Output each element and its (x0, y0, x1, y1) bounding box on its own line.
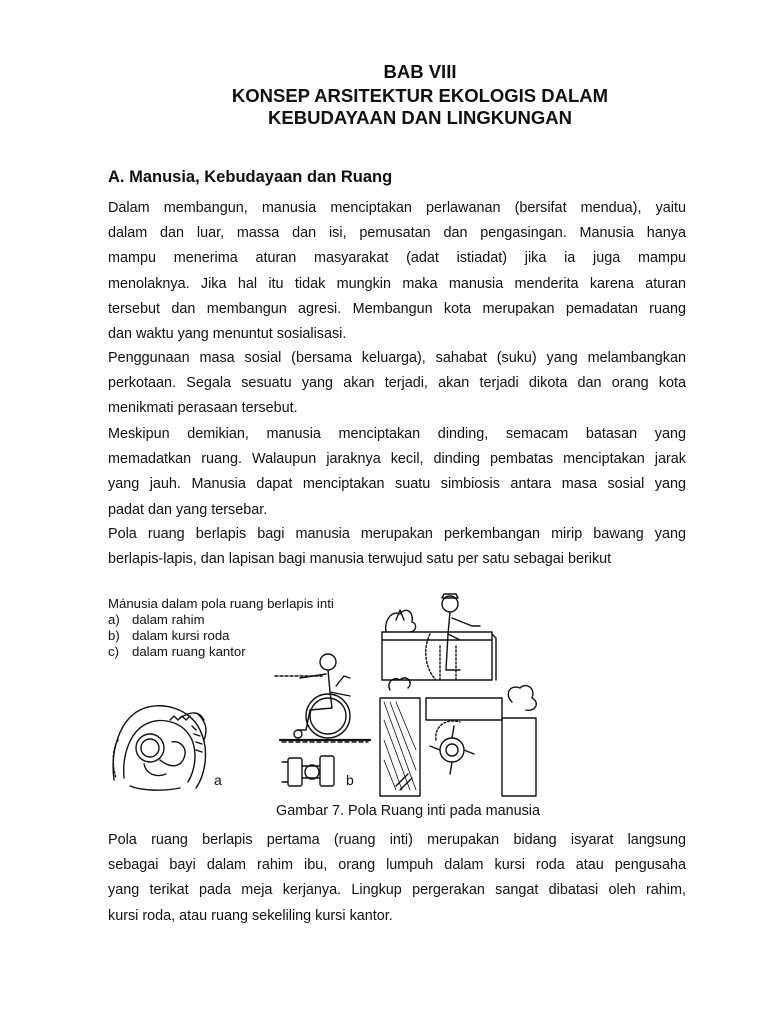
paragraph-line: menolaknya. Jika hal itu tidak mungkin maka manusia menderita karena aturan (108, 275, 686, 292)
paragraph-line: Dalam membangun, manusia menciptakan perlawanan (bersifat mendua), yaitu (108, 200, 686, 216)
wheelchair-drawing (275, 654, 370, 786)
legend-key: b) (108, 628, 120, 643)
figure-label-a: a (214, 772, 222, 788)
office-plan-drawing (380, 678, 536, 796)
legend-item (108, 612, 334, 628)
legend-item (108, 628, 334, 644)
paragraph-line: padat dan yang tersebar. (108, 501, 268, 518)
paragraph-line: Pola ruang berlapis pertama (ruang inti) merupakan bidang isyarat langsung (108, 832, 686, 848)
paragraph-line: kursi roda, atau ruang sekeliling kursi kantor. (108, 907, 393, 924)
paragraph-line: yang jauh. Manusia dapat menciptakan suatu simbiosis antara masa sosial yang (108, 476, 686, 493)
paragraph-5 (108, 828, 686, 929)
chapter-title-line-2: KEBUDAYAAN DAN LINGKUNGAN (268, 107, 572, 128)
figure-caption: Gambar 7. Pola Ruang inti pada manusia (276, 803, 540, 819)
legend-text: dalam rahim (132, 612, 205, 627)
paragraph-line: tersebut dan membangun agresi. Membangun kota merupakan pemadatan ruang (108, 300, 686, 317)
paragraph-4 (108, 522, 686, 572)
paragraph-line: memadatkan ruang. Walaupun jaraknya kecil, dinding pembatas menciptakan jarak (108, 451, 686, 468)
womb-drawing (113, 706, 206, 790)
paragraph-1 (108, 196, 686, 347)
legend-key: a) (108, 612, 120, 627)
paragraph-line: perkotaan. Segala sesuatu yang akan terjadi, akan terjadi dikota dan orang kota (108, 375, 686, 392)
legend-title: Mánusia dalam pola ruang berlapis inti (108, 596, 334, 611)
paragraph-2 (108, 346, 686, 422)
paragraph-line: menikmati perasaan tersebut. (108, 400, 298, 417)
paragraph-line: berlapis-lapis, dan lapisan bagi manusia terwujud satu per satu sebagai berikut (108, 551, 612, 568)
office-elevation-drawing (382, 594, 496, 680)
paragraph-3 (108, 422, 686, 523)
paragraph-line: Meskipun demikian, manusia menciptakan dinding, semacam batasan yang (108, 426, 686, 442)
paragraph-line: Pola ruang berlapis bagi manusia merupakan perkembangan mirip bawang yang (108, 526, 686, 542)
paragraph-line: mampu menerima aturan masyarakat (adat istiadat) jika ia juga mampu (108, 250, 686, 267)
legend-text: dalam ruang kantor (132, 644, 246, 659)
chapter-number: BAB VIII (383, 61, 457, 82)
section-heading: A. Manusia, Kebudayaan dan Ruang (108, 168, 393, 186)
paragraph-line: yang terikat pada meja kerjanya. Lingkup pergerakan sangat dibatasi oleh rahim, (108, 882, 686, 899)
paragraph-line: dalam dan luar, massa dan isi, pemusatan dan pengasingan. Manusia hanya (108, 225, 686, 242)
chapter-title-line-1: KONSEP ARSITEKTUR EKOLOGIS DALAM (231, 85, 609, 106)
legend-item (108, 644, 334, 660)
legend-text: dalam kursi roda (132, 628, 230, 643)
figure-label-b: b (346, 772, 354, 788)
figure-legend (108, 596, 334, 660)
paragraph-line: sebagai bayi dalam rahim ibu, orang lumpuh dalam kursi roda atau pengusaha (108, 857, 686, 874)
legend-key: c) (108, 644, 119, 659)
paragraph-line: Penggunaan masa sosial (bersama keluarga), sahabat (suku) yang melambangkan (108, 350, 686, 366)
paragraph-line: dan waktu yang menuntut sosialisasi. (108, 325, 347, 342)
